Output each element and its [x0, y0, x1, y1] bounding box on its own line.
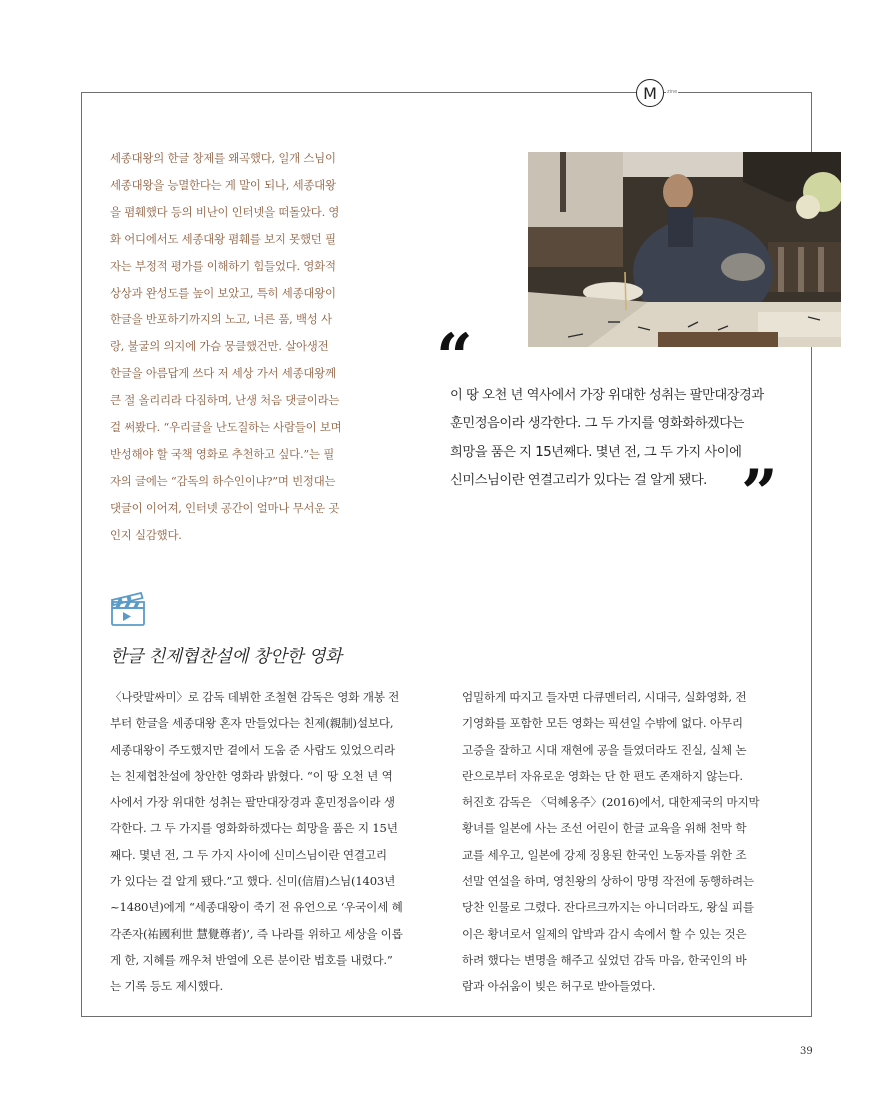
- section-title: 한글 친제협찬설에 창안한 영화: [110, 647, 342, 667]
- magazine-badge: [636, 79, 664, 107]
- body-line: 람과 아쉬움이 빚은 허구로 받아들였다.: [462, 979, 656, 994]
- body-line: 각한다. 그 두 가지를 영화화하겠다는 희망을 품은 지 15년: [110, 821, 398, 836]
- intro-line: 한글을 아름답게 쓰다 저 세상 가서 세종대왕께: [110, 366, 336, 381]
- badge-letter: M: [643, 83, 657, 103]
- body-line: 게 한, 지혜를 깨우쳐 반열에 오른 분이란 법호를 내렸다.”: [110, 952, 393, 967]
- pull-quote-line: 훈민정음이라 생각한다. 그 두 가지를 영화화하겠다는: [450, 416, 744, 432]
- body-column-left: [110, 684, 444, 1000]
- body-line: 란으로부터 자유로운 영화는 단 한 편도 존재하지 않는다.: [462, 768, 743, 783]
- intro-line: 댓글이 이어져, 인터넷 공간이 얼마나 무서운 곳: [110, 500, 340, 515]
- body-line: 부터 한글을 세종대왕 혼자 만들었다는 친제(親制)설보다,: [110, 716, 394, 731]
- film-still-photo: [528, 152, 841, 347]
- body-line: 각존자(祐國利世 慧覺尊者)’, 즉 나라를 위하고 세상을 이롭: [110, 926, 403, 941]
- intro-line: 자는 부정적 평가를 이해하기 힘들었다. 영화적: [110, 258, 336, 273]
- intro-line: 한글을 반포하기까지의 노고, 너른 품, 백성 사: [110, 312, 332, 327]
- body-line: 선말 연설을 하며, 영친왕의 상하이 망명 작전에 동행하려는: [462, 874, 754, 889]
- close-quote-mark: ”: [741, 456, 778, 531]
- body-line: 〈나랏말싸미〉로 감독 데뷔한 조철현 감독은 영화 개봉 전: [110, 690, 400, 704]
- intro-line: 화 어디에서도 세종대왕 폄훼를 보지 못했던 필: [110, 231, 336, 246]
- intro-line: 세종대왕의 한글 창제를 왜곡했다, 일개 스님이: [110, 151, 336, 165]
- body-line: 하려 했다는 변명을 해주고 싶었던 감독 마음, 한국인의 바: [462, 952, 747, 967]
- page-number: 39: [800, 1046, 813, 1057]
- pull-quote-line: 희망을 품은 지 15년째다. 몇년 전, 그 두 가지 사이에: [450, 444, 742, 460]
- pull-quote-line: 이 땅 오천 년 역사에서 가장 위대한 성취는 팔만대장경과: [450, 388, 764, 403]
- photo-illustration: [528, 152, 841, 347]
- intro-line: 큰 절 올리리라 다짐하며, 난생 처음 댓글이라는: [110, 393, 340, 408]
- intro-line: 자의 글에는 “감독의 하수인이냐?”며 빈정대는: [110, 473, 336, 488]
- body-line: 기영화를 포함한 모든 영화는 픽션일 수밖에 없다. 아무리: [462, 716, 743, 731]
- body-line: 엄밀하게 따지고 들자면 다큐멘터리, 시대극, 실화영화, 전: [462, 690, 747, 704]
- intro-line: 세종대왕을 능멸한다는 게 말이 되나, 세종대왕: [110, 177, 336, 192]
- intro-paragraph: [110, 145, 372, 549]
- intro-line: 랑, 불굴의 의지에 가슴 뭉클했건만. 살아생전: [110, 339, 329, 354]
- body-line: 고증을 잘하고 시대 재현에 공을 들였더라도 진실, 실체 논: [462, 742, 747, 757]
- badge-subtitle: zine: [667, 89, 678, 95]
- body-line: ~1480년)에게 “세종대왕이 죽기 전 유언으로 ‘우국이세 혜: [110, 900, 403, 915]
- body-line: 는 기록 등도 제시했다.: [110, 979, 223, 994]
- body-line: 이은 황녀로서 일제의 압박과 감시 속에서 할 수 있는 것은: [462, 926, 747, 941]
- body-line: 교를 세우고, 일본에 강제 징용된 한국인 노동자를 위한 조: [462, 847, 747, 862]
- intro-line: 걸 써봤다. “우리글을 난도질하는 사람들이 보며: [110, 420, 342, 435]
- intro-line: 을 폄훼했다 등의 비난이 인터넷을 떠돌았다. 영: [110, 204, 340, 219]
- body-line: 는 친제협찬설에 창안한 영화라 밝혔다. “이 땅 오천 년 역: [110, 768, 393, 783]
- body-line: 째다. 몇년 전, 그 두 가지 사이에 신미스님이란 연결고리: [110, 847, 387, 862]
- intro-line: 상상과 완성도를 높이 보았고, 특히 세종대왕이: [110, 285, 336, 300]
- body-line: 당찬 인물로 그렸다. 잔다르크까지는 아니더라도, 왕실 피를: [462, 900, 754, 915]
- body-line: 세종대왕이 주도했지만 곁에서 도움 준 사람도 있었으리라: [110, 742, 395, 757]
- body-line: 황녀를 일본에 사는 조선 어린이 한글 교육을 위해 천막 학: [462, 821, 747, 836]
- body-column-right: [462, 684, 796, 1000]
- body-line: 사에서 가장 위대한 성취는 팔만대장경과 훈민정음이라 생: [110, 795, 395, 810]
- clapperboard-icon: [110, 591, 146, 631]
- intro-line: 반성해야 할 국책 영화로 추천하고 싶다.”는 필: [110, 446, 335, 461]
- body-line: 허진호 감독은 〈덕혜옹주〉(2016)에서, 대한제국의 마지막: [462, 795, 760, 810]
- body-line: 가 있다는 걸 알게 됐다.”고 했다. 신미(信眉)스님(1403년: [110, 874, 396, 889]
- intro-line: 인지 실감했다.: [110, 527, 182, 542]
- pull-quote-line: 신미스님이란 연결고리가 있다는 걸 알게 됐다.: [450, 472, 707, 488]
- open-quote-mark: “: [436, 320, 473, 395]
